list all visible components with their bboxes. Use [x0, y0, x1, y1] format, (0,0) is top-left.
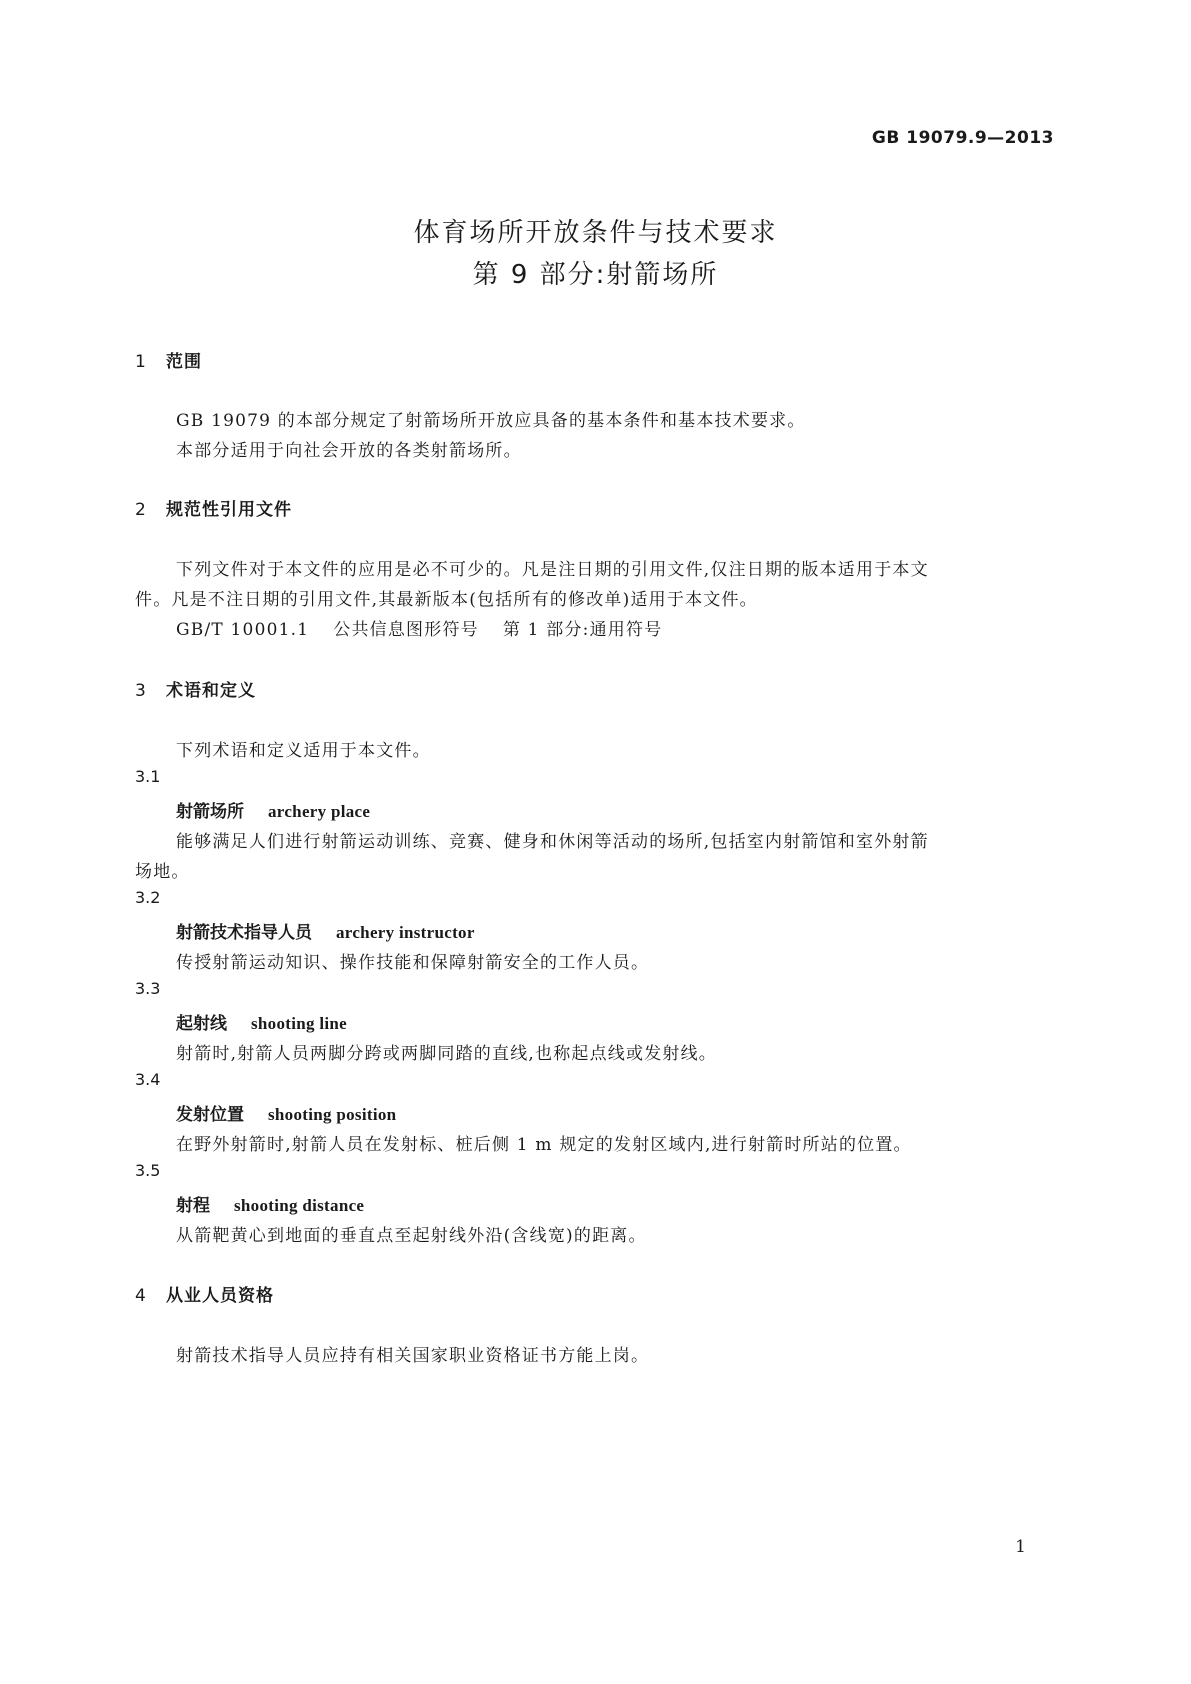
term-definition: 能够满足人们进行射箭运动训练、竞赛、健身和休闲等活动的场所,包括室内射箭馆和室外射箭 — [176, 832, 929, 852]
page-number: 1 — [1015, 1537, 1026, 1557]
standard-code: GB 19079.9—2013 — [871, 128, 1054, 148]
reference-name: 公共信息图形符号 — [333, 620, 479, 640]
term-english: shooting line — [251, 1014, 348, 1033]
term-definition-continued: 场地。 — [135, 862, 190, 882]
term-english: shooting position — [268, 1105, 397, 1124]
term-number: 3.5 — [135, 1161, 161, 1180]
term-chinese: 发射位置 — [176, 1105, 244, 1125]
section-number: 4 — [135, 1286, 147, 1306]
term-number: 3.4 — [135, 1070, 161, 1089]
normative-reference — [176, 615, 662, 640]
term-definition: 传授射箭运动知识、操作技能和保障射箭安全的工作人员。 — [176, 953, 650, 973]
term-number: 3.1 — [135, 767, 161, 786]
term-english: shooting distance — [234, 1196, 365, 1215]
paragraph: 本部分适用于向社会开放的各类射箭场所。 — [176, 441, 522, 461]
paragraph: 下列文件对于本文件的应用是必不可少的。凡是注日期的引用文件,仅注日期的版本适用于本文 — [176, 560, 929, 580]
term-entry — [176, 1191, 364, 1216]
paragraph: 下列术语和定义适用于本文件。 — [176, 741, 431, 761]
term-english: archery instructor — [336, 923, 475, 942]
term-entry — [176, 797, 370, 822]
section-heading-personnel-qualification — [135, 1281, 274, 1306]
section-heading-normative-references — [135, 495, 292, 520]
paragraph-continued: 件。凡是不注日期的引用文件,其最新版本(包括所有的修改单)适用于本文件。 — [135, 590, 758, 610]
term-definition: 从箭靶黄心到地面的垂直点至起射线外沿(含线宽)的距离。 — [176, 1226, 647, 1246]
section-title: 从业人员资格 — [166, 1286, 274, 1306]
section-title: 规范性引用文件 — [166, 500, 292, 520]
term-chinese: 射程 — [176, 1196, 210, 1216]
section-heading-terms — [135, 676, 256, 701]
term-entry — [176, 1100, 396, 1125]
section-heading-scope — [135, 347, 202, 372]
term-entry — [176, 918, 475, 943]
term-definition: 射箭时,射箭人员两脚分跨或两脚同踏的直线,也称起点线或发射线。 — [176, 1044, 718, 1064]
term-definition: 在野外射箭时,射箭人员在发射标、桩后侧 1 m 规定的发射区域内,进行射箭时所站的位置。 — [176, 1135, 912, 1155]
section-title: 术语和定义 — [166, 681, 256, 701]
term-number: 3.3 — [135, 979, 161, 998]
document-subtitle: 第 9 部分:射箭场所 — [472, 260, 719, 290]
term-number: 3.2 — [135, 888, 161, 907]
document-title: 体育场所开放条件与技术要求 — [413, 218, 778, 248]
term-chinese: 射箭场所 — [176, 802, 244, 822]
paragraph: 射箭技术指导人员应持有相关国家职业资格证书方能上岗。 — [176, 1346, 650, 1366]
section-title: 范围 — [166, 352, 202, 372]
section-number: 1 — [135, 352, 147, 372]
term-english: archery place — [268, 802, 371, 821]
section-number: 3 — [135, 681, 147, 701]
paragraph: GB 19079 的本部分规定了射箭场所开放应具备的基本条件和基本技术要求。 — [176, 411, 806, 431]
term-chinese: 起射线 — [176, 1014, 227, 1034]
reference-part: 第 1 部分:通用符号 — [502, 620, 663, 640]
reference-code: GB/T 10001.1 — [176, 620, 310, 640]
term-entry — [176, 1009, 347, 1034]
section-number: 2 — [135, 500, 147, 520]
term-chinese: 射箭技术指导人员 — [176, 923, 312, 943]
